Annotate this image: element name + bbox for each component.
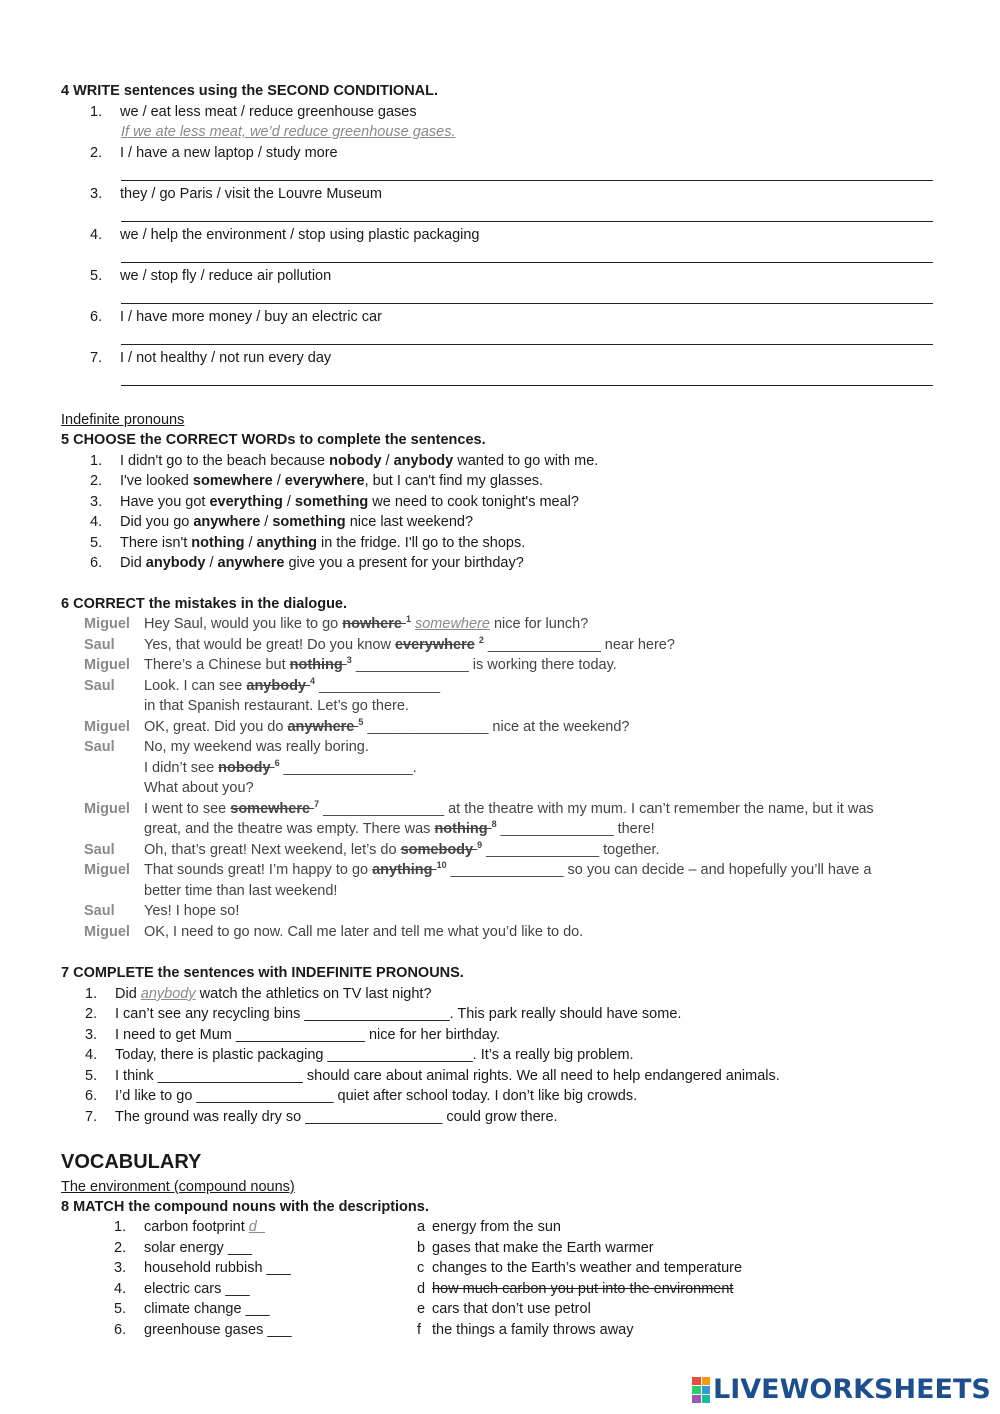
dialogue-line-7: I went to see somewhere $^7$ _______________ at the theatre with my mum. I can’t remember the name, but it was [144,799,874,817]
s4-example-answer: If we ate less meat, we’d reduce greenhouse gases. [121,124,456,140]
speaker-miguel: Miguel [84,719,130,735]
answer-blank[interactable]: ________________ [235,1027,365,1043]
speaker-miguel: Miguel [84,801,130,817]
speaker-miguel: Miguel [84,924,130,940]
s7-item-1: 1. Did anybody watch the athletics on TV last night? [85,986,432,1002]
s4-item-2: 2. I / have a new laptop / study more [90,145,338,161]
s5-item-1: 1. I didn't go to the beach because nobody / anybody wanted to go with me. [90,453,599,469]
speaker-saul: Saul [84,842,115,858]
choice-option[interactable]: nobody [329,453,382,469]
dialogue-line-8: Oh, that’s great! Next weekend, let’s do somebody $^9$ ______________ together. [144,840,660,858]
speaker-saul: Saul [84,678,115,694]
answer-blank[interactable]: ________________ [283,760,413,776]
match-left-5[interactable]: 5. climate change ___ [114,1301,270,1317]
choice-option[interactable]: nothing [191,535,245,551]
match-right-f: f the things a family throws away [417,1322,634,1338]
answer-blank[interactable]: _________________ [196,1088,334,1104]
s4-item-4: 4. we / help the environment / stop using plastic packaging [90,227,480,243]
choice-option[interactable]: anybody [393,453,454,469]
choice-option[interactable]: anywhere [193,514,261,530]
answer-blank[interactable]: __________________ [327,1047,473,1063]
answer-blank[interactable]: ______________ [500,821,614,837]
dialogue-line-4b: in that Spanish restaurant. Let’s go there. [144,698,409,714]
dialogue-line-7b: great, and the theatre was empty. There was nothing $^8$ ______________ there! [144,819,655,837]
section-4-title: 4 WRITE sentences using the SECOND CONDITIONAL. [61,83,439,99]
answer-line-2[interactable] [121,180,933,181]
dialogue-line-10: Yes! I hope so! [144,903,240,919]
answer-blank[interactable]: ______________ [486,842,600,858]
match-left-6[interactable]: 6. greenhouse gases ___ [114,1322,292,1338]
speaker-miguel: Miguel [84,862,130,878]
section-8-title: 8 MATCH the compound nouns with the descriptions. [61,1199,429,1215]
answer-line-4[interactable] [121,262,933,263]
answer-line-7[interactable] [121,385,933,386]
logo-text: LIVEWORKSHEETS [713,1374,991,1405]
choice-option[interactable]: something [294,494,369,510]
dialogue-line-6c: What about you? [144,780,254,796]
dialogue-line-2: Yes, that would be great! Do you know everywhere $^2$ ______________ near here? [144,635,675,653]
answer-line-3[interactable] [121,221,933,222]
logo-grid-icon [692,1377,710,1403]
dialogue-line-3: There’s a Chinese but nothing $^3$ ______________ is working there today. [144,655,617,673]
match-right-d: d how much carbon you put into the environment [417,1281,734,1297]
s7-item-4: 4. Today, there is plastic packaging __________________. It’s a really big problem. [85,1047,634,1063]
s7-item-3: 3. I need to get Mum ________________ nice for her birthday. [85,1027,501,1043]
match-left-1: 1. carbon footprint d_ [114,1219,265,1235]
answer-blank[interactable]: _______________ [367,719,489,735]
s4-item-3: 3. they / go Paris / visit the Louvre Museum [90,186,382,202]
section-5-subtitle: Indefinite pronouns [61,412,185,428]
s7-item-7: 7. The ground was really dry so _________________ could grow there. [85,1109,558,1125]
speaker-saul: Saul [84,739,115,755]
choice-option[interactable]: everything [209,494,283,510]
vocabulary-subtitle: The environment (compound nouns) [61,1179,295,1195]
match-right-e: e cars that don’t use petrol [417,1301,591,1317]
s4-item-5: 5. we / stop fly / reduce air pollution [90,268,332,284]
answer-line-5[interactable] [121,303,933,304]
liveworksheets-logo[interactable] [692,1374,991,1405]
dialogue-line-6b: I didn’t see nobody $^6$ ________________. [144,758,417,776]
answer-blank[interactable]: ______________ [450,862,564,878]
section-6-title: 6 CORRECT the mistakes in the dialogue. [61,596,348,612]
s4-item-7: 7. I / not healthy / not run every day [90,350,332,366]
section-7-title: 7 COMPLETE the sentences with INDEFINITE PRONOUNS. [61,965,464,981]
dialogue-line-11: OK, I need to go now. Call me later and tell me what you’d like to do. [144,924,584,940]
choice-option[interactable]: everywhere [284,473,365,489]
s5-item-3: 3. Have you got everything / something we need to cook tonight's meal? [90,494,579,510]
example-answer: anybody [140,986,196,1002]
match-right-a: a energy from the sun [417,1219,561,1235]
s4-item-6: 6. I / have more money / buy an electric car [90,309,382,325]
answer-blank[interactable]: _________________ [305,1109,443,1125]
match-right-c: c changes to the Earth’s weather and temperature [417,1260,743,1276]
answer-blank[interactable]: ______________ [355,657,469,673]
dialogue-line-5: OK, great. Did you do anywhere $^5$ _______________ nice at the weekend? [144,717,630,735]
example-correction: somewhere [414,616,490,632]
section-5-title: 5 CHOOSE the CORRECT WORDs to complete the sentences. [61,432,486,448]
speaker-saul: Saul [84,637,115,653]
match-left-4[interactable]: 4. electric cars ___ [114,1281,250,1297]
s5-item-4: 4. Did you go anywhere / something nice last weekend? [90,514,474,530]
s7-item-2: 2. I can’t see any recycling bins __________________. This park really should have some. [85,1006,682,1022]
match-left-2[interactable]: 2. solar energy ___ [114,1240,253,1256]
match-left-3[interactable]: 3. household rubbish ___ [114,1260,291,1276]
answer-blank[interactable]: _______________ [319,678,441,694]
s7-item-6: 6. I’d like to go _________________ quiet after school today. I don’t like big crowds. [85,1088,638,1104]
answer-blank[interactable]: _______________ [323,801,445,817]
dialogue-line-1: Hey Saul, would you like to go nowhere $^1$ somewhere nice for lunch? [144,614,589,632]
dialogue-line-9b: better time than last weekend! [144,883,338,899]
s5-item-5: 5. There isn't nothing / anything in the fridge. I'll go to the shops. [90,535,526,551]
answer-blank[interactable]: __________________ [304,1006,450,1022]
vocabulary-heading: VOCABULARY [61,1151,202,1173]
s5-item-6: 6. Did anybody / anywhere give you a present for your birthday? [90,555,524,571]
dialogue-line-6: No, my weekend was really boring. [144,739,369,755]
example-answer: d_ [248,1219,265,1235]
speaker-saul: Saul [84,903,115,919]
speaker-miguel: Miguel [84,657,130,673]
answer-blank[interactable]: ______________ [487,637,601,653]
s5-item-2: 2. I've looked somewhere / everywhere, but I can't find my glasses. [90,473,544,489]
dialogue-line-9: That sounds great! I’m happy to go anything $^{10}$ ______________ so you can decide – and hopefully you’ll have a [144,860,872,878]
s4-item-1: 1. we / eat less meat / reduce greenhouse gases [90,104,417,120]
answer-blank[interactable]: __________________ [157,1068,303,1084]
answer-line-6[interactable] [121,344,933,345]
choice-option[interactable]: somewhere [192,473,273,489]
choice-option[interactable]: anybody [145,555,206,571]
s7-item-5: 5. I think __________________ should care about animal rights. We all need to help endangered animals. [85,1068,780,1084]
dialogue-line-4: Look. I can see anybody $^4$ _______________ [144,676,441,694]
speaker-miguel: Miguel [84,616,130,632]
choice-option[interactable]: anywhere [217,555,285,571]
choice-option[interactable]: anything [256,535,317,551]
choice-option[interactable]: something [272,514,346,530]
match-right-b: b gases that make the Earth warmer [417,1240,654,1256]
